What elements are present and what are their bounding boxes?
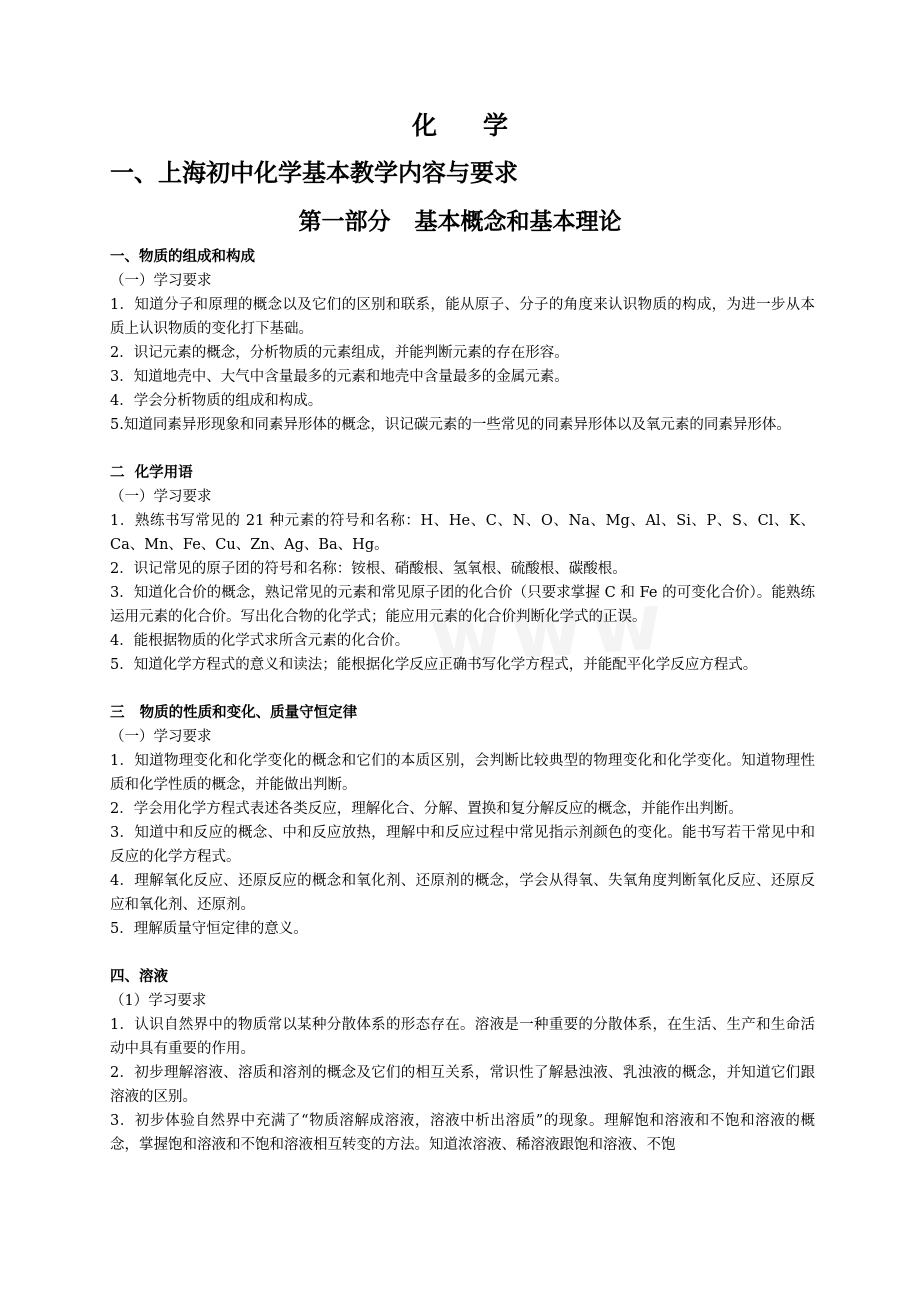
requirement-item: 5．理解质量守恒定律的意义。 [110, 921, 308, 937]
section-subtitle: （一）学习要求 [110, 273, 212, 289]
requirement-item: 5．知道化学方程式的意义和读法；能根据化学反应正确书写化学方程式，并能配平化学反应方程式。 [110, 657, 758, 673]
requirement-item: 1．知道分子和原理的概念以及它们的区别和联系，能从原子、分子的角度来认识物质的构成，为进一步从本质上认识物质的变化打下基础。 [110, 297, 815, 337]
section-title: 三 物质的性质和变化、质量守恒定律 [110, 705, 358, 721]
requirement-item: 2．初步理解溶液、溶质和溶剂的概念及它们的相互关系，常识性了解悬浊液、乳浊液的概念，并知道它们跟溶液的区别。 [110, 1065, 815, 1105]
requirement-item: 4．能根据物质的化学式求所含元素的化合价。 [110, 633, 410, 649]
requirement-item: 3．知道地壳中、大气中含量最多的元素和地壳中含量最多的金属元素。 [110, 369, 569, 385]
main-heading: 一、上海初中化学基本教学内容与要求 [110, 159, 518, 187]
requirement-item: 1．熟练书写常见的 21 种元素的符号和名称：H、He、C、N、O、Na、Mg、Al、Si、P、S、Cl、K、Ca、Mn、Fe、Cu、Zn、Ag、Ba、Hg。 [110, 513, 815, 553]
requirement-item: 2．学会用化学方程式表述各类反应，理解化合、分解、置换和复分解反应的概念，并能作出判断。 [110, 801, 743, 817]
part-heading: 第一部分 基本概念和基本理论 [298, 209, 622, 235]
section-composition [110, 245, 815, 437]
requirement-item: 2．识记常见的原子团的符号和名称：铵根、硝酸根、氢氧根、硫酸根、碳酸根。 [110, 561, 627, 577]
document-body [110, 245, 815, 1157]
section-title: 一、物质的组成和构成 [110, 249, 255, 265]
section-subtitle: （1）学习要求 [110, 993, 207, 1009]
section-title: 四、溶液 [110, 969, 168, 985]
section-properties-changes [110, 701, 815, 941]
requirement-item: 2．识记元素的概念，分析物质的元素组成，并能判断元素的存在形容。 [110, 345, 569, 361]
section-subtitle: （一）学习要求 [110, 489, 212, 505]
requirement-item: 3．知道化合价的概念，熟记常见的元素和常见原子团的化合价（只要求掌握 C 和 Fe 的可变化合价）。能熟练运用元素的化合价。写出化合物的化学式；能应用元素的化合价判断化学式的正误。 [110, 585, 815, 625]
requirement-item: 4．理解氧化反应、还原反应的概念和氧化剂、还原剂的概念，学会从得氧、失氧角度判断氧化反应、还原反应和氧化剂、还原剂。 [110, 873, 815, 913]
requirement-item: 4．学会分析物质的组成和构成。 [110, 393, 323, 409]
requirement-item: 5.知道同素异形现象和同素异形体的概念，识记碳元素的一些常见的同素异形体以及氧元素的同素异形体。 [110, 417, 791, 433]
section-title: 二 化学用语 [110, 465, 193, 481]
section-chemical-language [110, 461, 815, 677]
requirement-item: 3．知道中和反应的概念、中和反应放热，理解中和反应过程中常见指示剂颜色的变化。能书写若干常见中和反应的化学方程式。 [110, 825, 815, 865]
section-solutions [110, 965, 815, 1157]
requirement-item: 1．知道物理变化和化学变化的概念和它们的本质区别，会判断比较典型的物理变化和化学变化。知道物理性质和化学性质的概念，并能做出判断。 [110, 753, 815, 793]
requirement-item: 1．认识自然界中的物质常以某种分散体系的形态存在。溶液是一种重要的分散体系，在生活、生产和生命活动中具有重要的作用。 [110, 1017, 815, 1057]
requirement-item: 3．初步体验自然界中充满了“物质溶解成溶液，溶液中析出溶质”的现象。理解饱和溶液和不饱和溶液的概念，掌握饱和溶液和不饱和溶液相互转变的方法。知道浓溶液、稀溶液跟饱和溶液、不饱 [110, 1113, 815, 1153]
document-title: 化学 [411, 111, 554, 140]
section-subtitle: （一）学习要求 [110, 729, 212, 745]
